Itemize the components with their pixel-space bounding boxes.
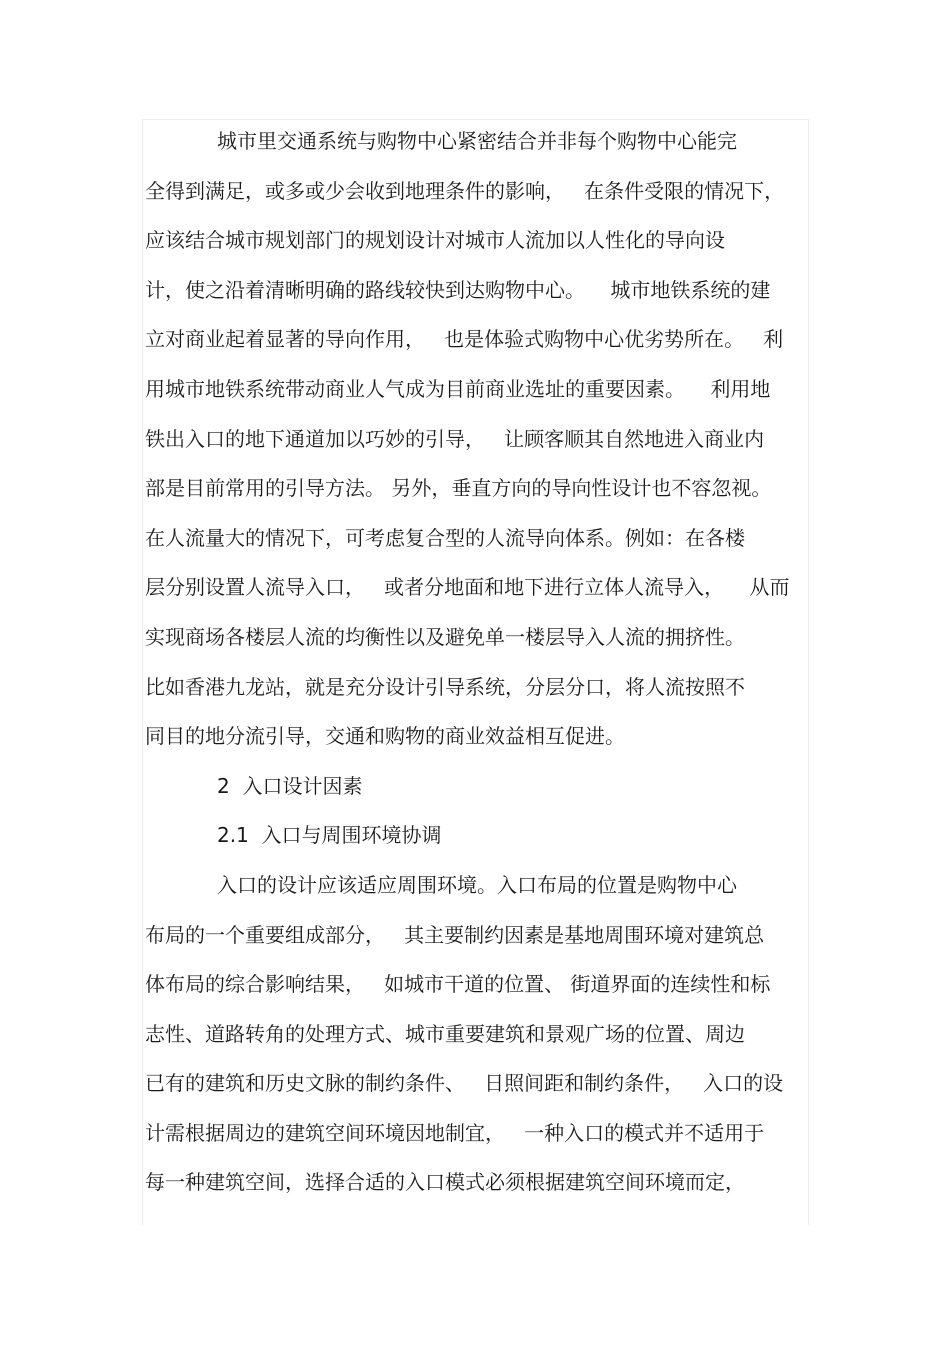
body-text <box>145 117 807 1208</box>
text-line: 计，使之沿着清晰明确的路线较快到达购物中心。 城市地铁系统的建 <box>145 277 771 302</box>
text-line: 计需根据周边的建筑空间环境因地制宜， 一种入口的模式并不适用于 <box>145 1120 765 1145</box>
text-line: 志性、道路转角的处理方式、城市重要建筑和景观广场的位置、周边 <box>145 1021 745 1046</box>
text-line: 布局的一个重要组成部分， 其主要制约因素是基地周围环境对建筑总 <box>145 922 765 947</box>
text-line: 体布局的综合影响结果， 如城市干道的位置、 街道界面的连续性和标 <box>145 972 771 997</box>
text-line: 部是目前常用的引导方法。 另外，垂直方向的导向性设计也不容忽视。 <box>145 476 772 501</box>
text-line: 比如香港九龙站，就是充分设计引导系统，分层分口，将人流按照不 <box>145 674 745 699</box>
text-line: 层分别设置人流导入口， 或者分地面和地下进行立体人流导入， 从而 <box>145 575 790 600</box>
text-line: 在人流量大的情况下，可考虑复合型的人流导向体系。例如：在各楼 <box>145 525 745 550</box>
text-line: 实现商场各楼层人流的均衡性以及避免单一楼层导入人流的拥挤性。 <box>145 624 745 649</box>
text-line: 同目的地分流引导，交通和购物的商业效益相互促进。 <box>145 724 625 749</box>
text-line: 全得到满足，或多或少会收到地理条件的影响， 在条件受限的情况下， <box>145 178 785 203</box>
section-heading: 2 入口设计因素 <box>217 773 363 798</box>
text-line: 用城市地铁系统带动商业人气成为目前商业选址的重要因素。 利用地 <box>145 376 771 401</box>
text-line: 每一种建筑空间，选择合适的入口模式必须根据建筑空间环境而定， <box>145 1170 745 1195</box>
text-line: 已有的建筑和历史文脉的制约条件、 日照间距和制约条件， 入口的设 <box>145 1071 784 1096</box>
text-line: 铁出入口的地下通道加以巧妙的引导， 让顾客顺其自然地进入商业内 <box>145 426 765 451</box>
text-line: 立对商业起着显著的导向作用， 也是体验式购物中心优劣势所在。 利 <box>145 327 784 352</box>
text-line: 城市里交通系统与购物中心紧密结合并非每个购物中心能完 <box>217 129 737 153</box>
subsection-heading: 2.1 入口与周围环境协调 <box>217 823 442 848</box>
text-line: 应该结合城市规划部门的规划设计对城市人流加以人性化的导向设 <box>145 228 725 253</box>
text-line: 入口的设计应该适应周围环境。入口布局的位置是购物中心 <box>217 872 737 897</box>
